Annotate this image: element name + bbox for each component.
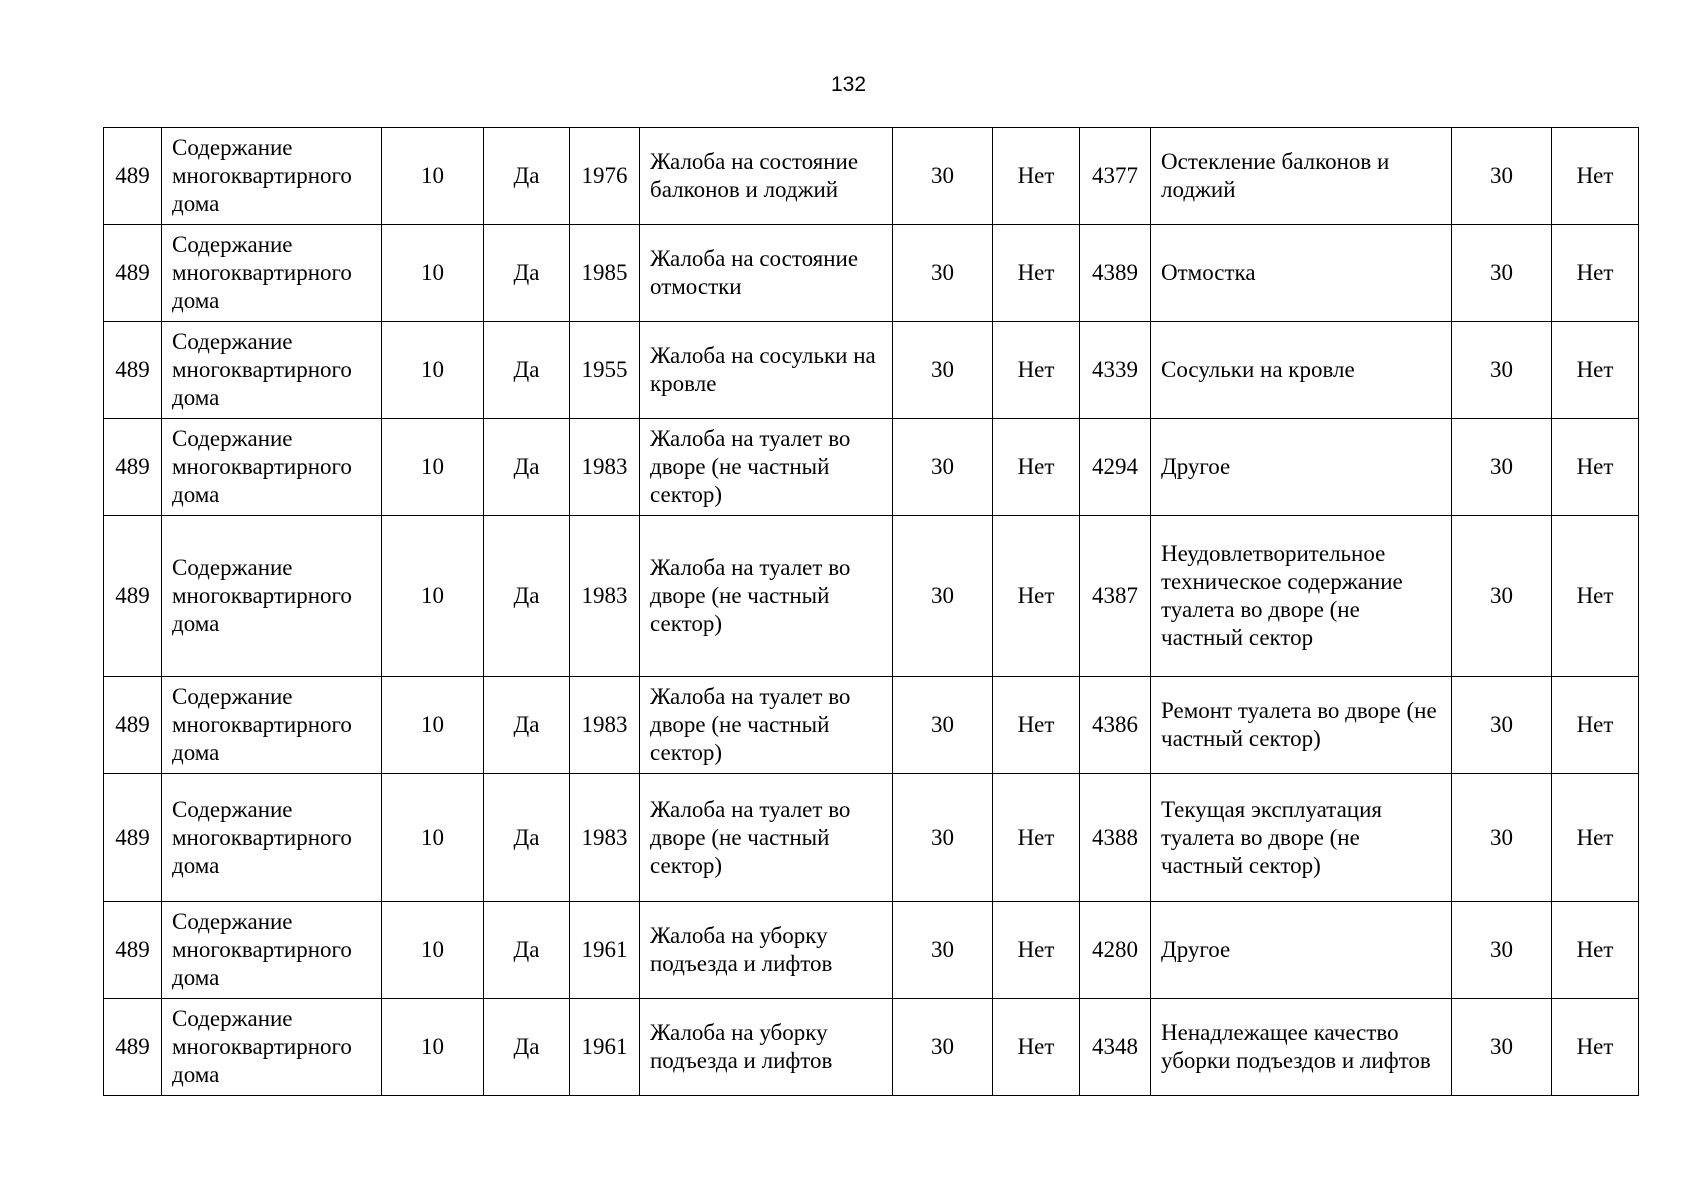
subtopic-name-cell: Текущая эксплуатация туалета во дворе (не частный сектор)	[1151, 774, 1452, 902]
service-term-cell: 10	[382, 677, 484, 774]
table-row	[104, 225, 1639, 322]
service-term-cell: 10	[382, 774, 484, 902]
subtopic-flag-cell: Нет	[1552, 322, 1639, 419]
complaint-flag-cell: Нет	[993, 774, 1080, 902]
complaint-flag-cell: Нет	[993, 516, 1080, 677]
table-row	[104, 322, 1639, 419]
service-term-cell: 10	[382, 225, 484, 322]
subtopic-term-cell: 30	[1452, 322, 1552, 419]
service-code-cell: 489	[104, 128, 162, 225]
complaint-name-cell: Жалоба на туалет во дворе (не частный сектор)	[640, 774, 893, 902]
service-term-cell: 10	[382, 999, 484, 1096]
subtopic-name-cell: Отмостка	[1151, 225, 1452, 322]
complaint-term-cell: 30	[893, 322, 993, 419]
complaint-code-cell: 1961	[570, 999, 640, 1096]
table-row	[104, 128, 1639, 225]
service-flag-cell: Да	[484, 322, 570, 419]
complaint-flag-cell: Нет	[993, 419, 1080, 516]
service-code-cell: 489	[104, 677, 162, 774]
complaint-code-cell: 1983	[570, 677, 640, 774]
complaint-code-cell: 1983	[570, 516, 640, 677]
subtopic-code-cell: 4294	[1080, 419, 1151, 516]
subtopic-code-cell: 4388	[1080, 774, 1151, 902]
subtopic-name-cell: Сосульки на кровле	[1151, 322, 1452, 419]
service-name-cell: Содержание многоквартирного дома	[162, 902, 382, 999]
complaint-name-cell: Жалоба на уборку подъезда и лифтов	[640, 902, 893, 999]
service-flag-cell: Да	[484, 902, 570, 999]
service-flag-cell: Да	[484, 128, 570, 225]
service-name-cell: Содержание многоквартирного дома	[162, 322, 382, 419]
service-flag-cell: Да	[484, 225, 570, 322]
service-term-cell: 10	[382, 516, 484, 677]
complaint-flag-cell: Нет	[993, 225, 1080, 322]
service-flag-cell: Да	[484, 516, 570, 677]
service-name-cell: Содержание многоквартирного дома	[162, 677, 382, 774]
subtopic-flag-cell: Нет	[1552, 516, 1639, 677]
complaint-code-cell: 1955	[570, 322, 640, 419]
complaint-name-cell: Жалоба на состояние балконов и лоджий	[640, 128, 893, 225]
complaint-term-cell: 30	[893, 677, 993, 774]
subtopic-code-cell: 4389	[1080, 225, 1151, 322]
subtopic-term-cell: 30	[1452, 999, 1552, 1096]
complaint-flag-cell: Нет	[993, 128, 1080, 225]
service-name-cell: Содержание многоквартирного дома	[162, 516, 382, 677]
subtopic-term-cell: 30	[1452, 902, 1552, 999]
service-code-cell: 489	[104, 902, 162, 999]
subtopic-term-cell: 30	[1452, 225, 1552, 322]
subtopic-term-cell: 30	[1452, 419, 1552, 516]
service-flag-cell: Да	[484, 419, 570, 516]
service-code-cell: 489	[104, 774, 162, 902]
subtopic-code-cell: 4386	[1080, 677, 1151, 774]
table-row	[104, 516, 1639, 677]
subtopic-term-cell: 30	[1452, 774, 1552, 902]
service-code-cell: 489	[104, 419, 162, 516]
table-row	[104, 774, 1639, 902]
table-row	[104, 902, 1639, 999]
subtopic-name-cell: Неудовлетворительное техническое содержание туалета во дворе (не частный сектор	[1151, 516, 1452, 677]
complaint-term-cell: 30	[893, 516, 993, 677]
complaint-term-cell: 30	[893, 225, 993, 322]
service-name-cell: Содержание многоквартирного дома	[162, 419, 382, 516]
table-row	[104, 677, 1639, 774]
subtopic-name-cell: Ремонт туалета во дворе (не частный сектор)	[1151, 677, 1452, 774]
service-name-cell: Содержание многоквартирного дома	[162, 225, 382, 322]
register-table	[103, 127, 1639, 1096]
subtopic-code-cell: 4377	[1080, 128, 1151, 225]
service-code-cell: 489	[104, 516, 162, 677]
service-term-cell: 10	[382, 902, 484, 999]
service-flag-cell: Да	[484, 677, 570, 774]
complaint-name-cell: Жалоба на туалет во дворе (не частный сектор)	[640, 516, 893, 677]
subtopic-term-cell: 30	[1452, 128, 1552, 225]
subtopic-flag-cell: Нет	[1552, 419, 1639, 516]
complaint-code-cell: 1961	[570, 902, 640, 999]
table-row	[104, 999, 1639, 1096]
service-term-cell: 10	[382, 128, 484, 225]
service-flag-cell: Да	[484, 999, 570, 1096]
complaint-term-cell: 30	[893, 419, 993, 516]
subtopic-flag-cell: Нет	[1552, 902, 1639, 999]
complaint-name-cell: Жалоба на туалет во дворе (не частный сектор)	[640, 677, 893, 774]
subtopic-name-cell: Остекление балконов и лоджий	[1151, 128, 1452, 225]
subtopic-flag-cell: Нет	[1552, 225, 1639, 322]
complaint-code-cell: 1976	[570, 128, 640, 225]
complaint-flag-cell: Нет	[993, 322, 1080, 419]
service-code-cell: 489	[104, 225, 162, 322]
complaint-term-cell: 30	[893, 999, 993, 1096]
service-name-cell: Содержание многоквартирного дома	[162, 774, 382, 902]
complaint-term-cell: 30	[893, 774, 993, 902]
service-flag-cell: Да	[484, 774, 570, 902]
complaint-code-cell: 1985	[570, 225, 640, 322]
complaint-name-cell: Жалоба на уборку подъезда и лифтов	[640, 999, 893, 1096]
subtopic-code-cell: 4339	[1080, 322, 1151, 419]
service-code-cell: 489	[104, 999, 162, 1096]
subtopic-term-cell: 30	[1452, 516, 1552, 677]
subtopic-name-cell: Другое	[1151, 902, 1452, 999]
service-name-cell: Содержание многоквартирного дома	[162, 128, 382, 225]
table-row	[104, 419, 1639, 516]
service-code-cell: 489	[104, 322, 162, 419]
subtopic-name-cell: Другое	[1151, 419, 1452, 516]
subtopic-name-cell: Ненадлежащее качество уборки подъездов и лифтов	[1151, 999, 1452, 1096]
subtopic-flag-cell: Нет	[1552, 677, 1639, 774]
service-term-cell: 10	[382, 419, 484, 516]
complaint-name-cell: Жалоба на состояние отмостки	[640, 225, 893, 322]
service-name-cell: Содержание многоквартирного дома	[162, 999, 382, 1096]
complaint-flag-cell: Нет	[993, 999, 1080, 1096]
subtopic-code-cell: 4387	[1080, 516, 1151, 677]
subtopic-term-cell: 30	[1452, 677, 1552, 774]
complaint-name-cell: Жалоба на сосульки на кровле	[640, 322, 893, 419]
complaint-flag-cell: Нет	[993, 902, 1080, 999]
subtopic-flag-cell: Нет	[1552, 999, 1639, 1096]
service-term-cell: 10	[382, 322, 484, 419]
page-number: 132	[830, 73, 867, 96]
complaint-flag-cell: Нет	[993, 677, 1080, 774]
subtopic-code-cell: 4348	[1080, 999, 1151, 1096]
complaint-code-cell: 1983	[570, 774, 640, 902]
complaint-code-cell: 1983	[570, 419, 640, 516]
complaint-term-cell: 30	[893, 128, 993, 225]
subtopic-flag-cell: Нет	[1552, 774, 1639, 902]
subtopic-code-cell: 4280	[1080, 902, 1151, 999]
complaint-name-cell: Жалоба на туалет во дворе (не частный сектор)	[640, 419, 893, 516]
complaint-term-cell: 30	[893, 902, 993, 999]
subtopic-flag-cell: Нет	[1552, 128, 1639, 225]
